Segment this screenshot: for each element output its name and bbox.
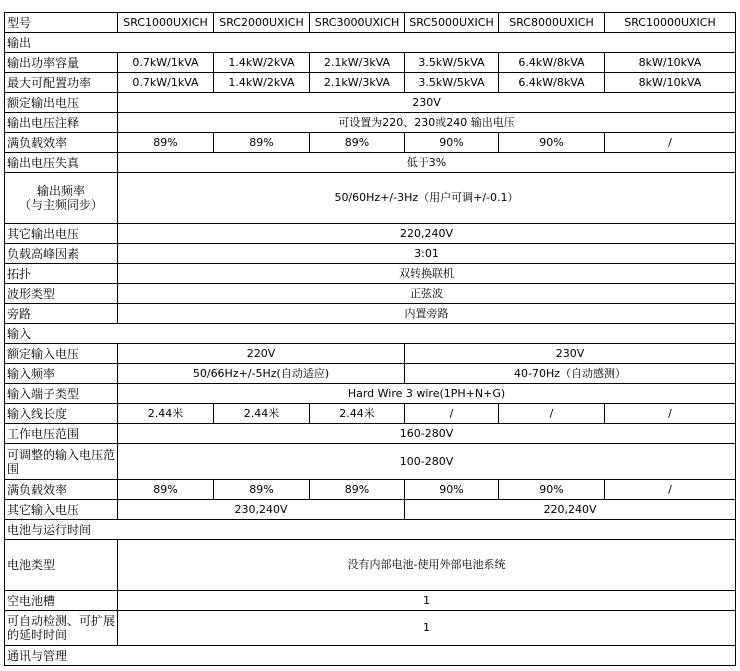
spec-row [5,404,736,424]
spec-value: 0.7kW/1kVA [118,73,214,93]
section-row-battery [5,520,736,540]
section-row-comms [5,646,736,666]
spec-row [5,93,736,113]
spec-row [5,173,736,224]
spec-value: 8kW/10kVA [605,73,736,93]
spec-value: 2.44米 [310,404,405,424]
spec-label: 额定输入电压 [5,344,118,364]
spec-row [5,384,736,404]
spec-label: 拓扑 [5,264,118,284]
spec-label: 满负载效率 [5,133,118,153]
spec-label: 输出电压失真 [5,153,118,173]
model-name: SRC8000UXICH [499,13,605,33]
spec-value: 1.4kW/2kVA [214,73,310,93]
spec-row [5,244,736,264]
spec-value: 90% [405,480,499,500]
spec-row [5,480,736,500]
spec-label: 工作电压范围 [5,424,118,444]
model-name: SRC3000UXICH [310,13,405,33]
spec-label: 电池类型 [5,540,118,591]
spec-value: 1.4kW/2kVA [214,53,310,73]
spec-value: 低于3% [118,153,736,173]
spec-value: 89% [310,133,405,153]
spec-row [5,153,736,173]
spec-value: 40-70Hz（自动感测） [405,364,736,384]
spec-value: 89% [118,480,214,500]
spec-row [5,444,736,480]
spec-label: 可自动检测、可扩展的延时时间 [5,611,118,646]
spec-value: 6.4kW/8kVA [499,73,605,93]
spec-value: 6.4kW/8kVA [499,53,605,73]
spec-row [5,73,736,93]
spec-value: 1 [118,611,736,646]
section-row-output [5,33,736,53]
spec-value: 2.44米 [214,404,310,424]
spec-label: 空电池槽 [5,591,118,611]
spec-label: 最大可配置功率 [5,73,118,93]
spec-row [5,133,736,153]
spec-row [5,53,736,73]
spec-value: 8kW/10kVA [605,53,736,73]
spec-value: 正弦波 [118,284,736,304]
spec-value: 2.1kW/3kVA [310,53,405,73]
spec-value: 230V [118,93,736,113]
spec-table [4,12,736,666]
spec-row [5,611,736,646]
model-name: SRC10000UXICH [605,13,736,33]
spec-value: 内置旁路 [118,304,736,324]
spec-label: 输出电压注释 [5,113,118,133]
spec-value: 230V [405,344,736,364]
spec-row [5,224,736,244]
spec-value: / [605,480,736,500]
spec-label: 输入端子类型 [5,384,118,404]
spec-label: 满负载效率 [5,480,118,500]
model-name: SRC5000UXICH [405,13,499,33]
spec-label: 额定输出电压 [5,93,118,113]
spec-row [5,304,736,324]
section-title: 通讯与管理 [5,646,736,666]
spec-value: / [605,133,736,153]
spec-label: 其它输入电压 [5,500,118,520]
spec-label-line: （与主频同步） [18,198,103,212]
spec-value: 没有内部电池-使用外部电池系统 [118,540,736,591]
model-name: SRC2000UXICH [214,13,310,33]
spec-value: 可设置为220、230或240 输出电压 [118,113,736,133]
spec-value: 2.44米 [118,404,214,424]
model-header-row [5,13,736,33]
spec-label: 负载高峰因素 [5,244,118,264]
spec-row [5,344,736,364]
spec-value: 89% [214,133,310,153]
spec-row [5,364,736,384]
spec-label: 输入频率 [5,364,118,384]
spec-value: 90% [405,133,499,153]
spec-value: 220V [118,344,405,364]
spec-value: 3:01 [118,244,736,264]
section-title: 电池与运行时间 [5,520,736,540]
section-title: 输出 [5,33,736,53]
spec-row [5,540,736,591]
spec-value: Hard Wire 3 wire(1PH+N+G) [118,384,736,404]
section-title: 输入 [5,324,736,344]
spec-value: 100-280V [118,444,736,480]
spec-label: 输入线长度 [5,404,118,424]
model-label: 型号 [5,13,118,33]
spec-label-line: 输出频率 [36,184,85,198]
spec-value: 90% [499,133,605,153]
model-name: SRC1000UXICH [118,13,214,33]
spec-value: / [499,404,605,424]
spec-label: 波形类型 [5,284,118,304]
spec-value: 双转换联机 [118,264,736,284]
spec-value: 3.5kW/5kVA [405,53,499,73]
spec-value: 50/60Hz+/-3Hz（用户可调+/-0.1） [118,173,736,224]
spec-value: / [605,404,736,424]
spec-value: / [405,404,499,424]
spec-row [5,113,736,133]
spec-row [5,500,736,520]
spec-value: 89% [214,480,310,500]
spec-label: 其它输出电压 [5,224,118,244]
spec-label: 旁路 [5,304,118,324]
section-row-input [5,324,736,344]
spec-value: 160-280V [118,424,736,444]
spec-value: 2.1kW/3kVA [310,73,405,93]
spec-value: 50/66Hz+/-5Hz(自动适应) [118,364,405,384]
spec-label: 输出功率容量 [5,53,118,73]
spec-value: 89% [118,133,214,153]
spec-value: 89% [310,480,405,500]
spec-value: 90% [499,480,605,500]
spec-value: 0.7kW/1kVA [118,53,214,73]
spec-label [5,173,118,224]
spec-row [5,591,736,611]
spec-row [5,264,736,284]
spec-value: 220,240V [118,224,736,244]
spec-value: 1 [118,591,736,611]
spec-label: 可调整的输入电压范围 [5,444,118,480]
spec-row [5,424,736,444]
spec-value: 3.5kW/5kVA [405,73,499,93]
spec-value: 230,240V [118,500,405,520]
spec-row [5,284,736,304]
spec-value: 220,240V [405,500,736,520]
